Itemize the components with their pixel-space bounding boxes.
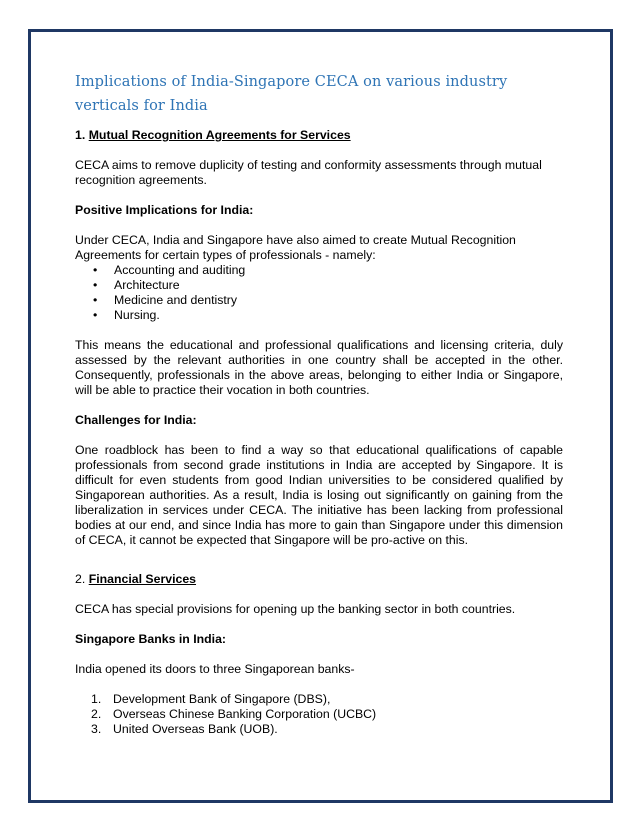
meaning-paragraph: This means the educational and professional qualifications and licensing criteria, duly assessed by the relevant authorities in one country shall be accepted in the other. Consequently, professionals in the above areas, belonging to either India or Singapore, will be able to practice their vocation in both countries. bbox=[75, 338, 563, 397]
positive-implications-text: Under CECA, India and Singapore have also aimed to create Mutual Recognition Agreements for certain types of professionals - namely: bbox=[75, 233, 516, 262]
singapore-banks-heading: Singapore Banks in India: bbox=[75, 632, 227, 646]
bullet-icon: • bbox=[93, 263, 98, 277]
list-item: • Accounting and auditing bbox=[93, 263, 246, 277]
document-title: Implications of India-Singapore CECA on various industry verticals for India bbox=[75, 74, 508, 114]
section-2-intro: CECA has special provisions for opening up the banking sector in both countries. bbox=[75, 602, 516, 616]
bullet-icon: • bbox=[93, 293, 98, 307]
bullet-icon: • bbox=[93, 278, 98, 292]
bullet-icon: • bbox=[93, 308, 98, 322]
section-2-heading bbox=[75, 572, 563, 587]
section-2-number: 2. bbox=[75, 572, 89, 586]
banks-intro: India opened its doors to three Singaporean banks- bbox=[75, 662, 355, 676]
section-1-number: 1. bbox=[75, 128, 89, 142]
document-body bbox=[75, 70, 563, 737]
positive-implications-heading: Positive Implications for India: bbox=[75, 203, 254, 217]
list-item: 1. Development Bank of Singapore (DBS), bbox=[91, 692, 331, 706]
list-item: • Medicine and dentistry bbox=[93, 293, 238, 307]
challenges-paragraph: One roadblock has been to find a way so that educational qualifications of capable professionals from second grade institutions in India are accepted by Singapore. It is difficult for even students from good Indian universities to be considered qualified by Singaporean authorities. As a result, India is losing out significantly on gaining from the liberalization in services under CECA. The initiative has been lacking from professional bodies at our end, and since India has more to gain than Singapore under this dimension of CECA, it cannot be expected that Singapore will be pro-active on this. bbox=[75, 443, 563, 547]
section-1-intro: CECA aims to remove duplicity of testing and conformity assessments through mutual recognition agreements. bbox=[75, 158, 542, 187]
challenges-heading: Challenges for India: bbox=[75, 413, 197, 427]
professions-list bbox=[75, 263, 563, 323]
list-item: • Architecture bbox=[93, 278, 180, 292]
section-2-title: Financial Services bbox=[88, 572, 197, 586]
section-1-title: Mutual Recognition Agreements for Services bbox=[88, 128, 351, 142]
banks-list bbox=[75, 692, 563, 737]
section-1-heading bbox=[75, 128, 563, 143]
list-item: • Nursing. bbox=[93, 308, 160, 322]
list-item: 2. Overseas Chinese Banking Corporation (UCBC) bbox=[91, 707, 377, 721]
list-item: 3. United Overseas Bank (UOB). bbox=[91, 722, 278, 736]
